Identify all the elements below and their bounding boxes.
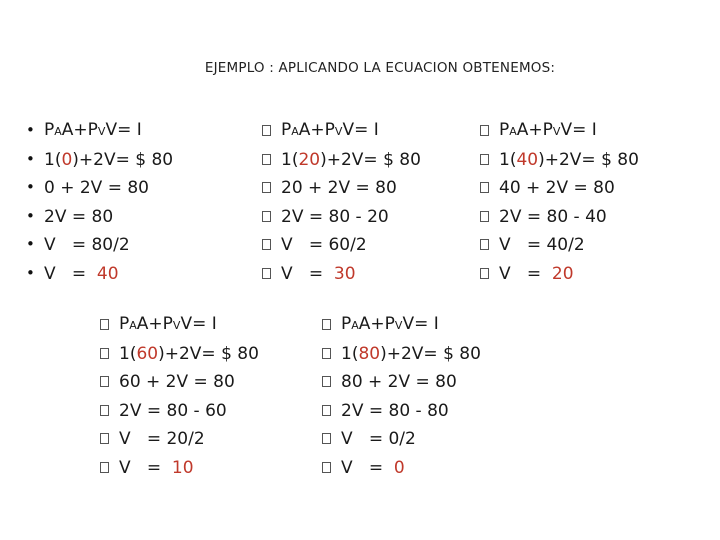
formula-subscript: V [552,125,561,138]
equation-text: 0 + 2V = 80 [44,178,149,198]
highlighted-value: 80 [358,343,381,364]
formula-part: A+P [136,314,173,334]
formula-subscript: V [394,319,403,332]
formula-subscript: A [129,319,137,332]
formula-part: P [281,120,292,140]
bullet-dot-icon: • [26,149,35,168]
equation-text: V = 40/2 [499,235,585,255]
equation-substitution [499,260,574,289]
equation-line [26,117,173,146]
equation-text: )+2V= $ 80 [538,149,639,170]
highlighted-value: 0 [61,149,73,170]
equation-formula [119,310,217,341]
equation-line [322,340,481,369]
equation-substitution [341,454,405,483]
equation-line [480,174,639,203]
equation-line [262,146,421,175]
bullet-box-icon [262,203,281,232]
formula-part: V= I [560,120,597,140]
equation-line [26,203,173,232]
equation-line [480,203,639,232]
equation-text: V = 80/2 [44,235,130,255]
equation-text: 1( [119,343,137,364]
equation-line [100,311,259,340]
formula-part: A+P [61,120,98,140]
equation-text: 80 + 2V = 80 [341,372,457,392]
equation-line [322,425,481,454]
bullet-box-icon [100,340,119,369]
bullet-box-icon [322,454,341,483]
equation-substitution [119,454,194,483]
equation-text: 1( [44,149,62,170]
formula-part: V= I [180,314,217,334]
equation-text: )+2V= $ 80 [380,343,481,364]
equation-text: 60 + 2V = 80 [119,372,235,392]
equation-line [262,231,421,260]
formula-subscript: V [97,125,106,138]
highlighted-value: 0 [393,457,405,478]
equation-line [26,174,173,203]
equation-line [100,425,259,454]
formula-subscript: V [334,125,343,138]
equation-formula [44,116,142,147]
formula-part: P [341,314,352,334]
bullet-box-icon [100,311,119,340]
bullet-box-icon [262,174,281,203]
formula-subscript: A [509,125,517,138]
equation-line [480,146,639,175]
bullet-box-icon [480,146,499,175]
equation-line [26,260,173,289]
highlighted-value: 40 [96,263,119,284]
highlighted-value: 30 [333,263,356,284]
bullet-box-icon [322,397,341,426]
bullet-box-icon [262,117,281,146]
equation-line [480,231,639,260]
equation-substitution [44,146,173,175]
formula-subscript: A [351,319,359,332]
equation-text: 1( [281,149,299,170]
formula-subscript: V [172,319,181,332]
page-title: EJEMPLO : APLICANDO LA ECUACION OBTENEMOS: [204,60,556,76]
bullet-box-icon [480,203,499,232]
equation-line [100,340,259,369]
equation-line [322,368,481,397]
equation-block-4 [100,311,259,482]
formula-part: P [44,120,55,140]
equation-text: V = [44,263,97,284]
equation-text: 2V = 80 - 20 [281,206,389,227]
bullet-box-icon [480,174,499,203]
equation-text: 2V = 80 - 80 [341,400,449,421]
equation-substitution [499,146,639,175]
equation-line [480,260,639,289]
formula-part: P [499,120,510,140]
equation-line [322,311,481,340]
equation-substitution [119,340,259,369]
bullet-dot-icon: • [26,206,35,225]
formula-part: V= I [342,120,379,140]
bullet-box-icon [322,368,341,397]
equation-line [26,231,173,260]
equation-block-2 [262,117,421,288]
equation-substitution [44,260,119,289]
equation-line [26,146,173,175]
bullet-box-icon [100,425,119,454]
formula-part: A+P [358,314,395,334]
equation-line [100,454,259,483]
bullet-dot-icon: • [26,235,35,253]
bullet-box-icon [100,397,119,426]
equation-line [480,117,639,146]
equation-text: 1( [341,343,359,364]
equation-text: )+2V= $ 80 [158,343,259,364]
bullet-box-icon [262,231,281,260]
bullet-box-icon [322,425,341,454]
equation-text: )+2V= $ 80 [320,149,421,170]
bullet-box-icon [322,311,341,340]
formula-part: A+P [298,120,335,140]
bullet-dot-icon: • [26,121,35,139]
equation-text: V = [341,457,394,478]
bullet-dot-icon: • [26,263,35,282]
highlighted-value: 40 [516,149,539,170]
bullet-box-icon [100,368,119,397]
highlighted-value: 20 [551,263,574,284]
equation-text: )+2V= $ 80 [72,149,174,170]
formula-part: V= I [105,120,142,140]
equation-text: V = [499,263,552,284]
equation-substitution [341,340,481,369]
formula-subscript: A [54,125,62,138]
bullet-box-icon [480,231,499,260]
equation-line [262,174,421,203]
equation-text: 2V = 80 [44,206,114,227]
equation-text: V = 60/2 [281,235,367,255]
bullet-dot-icon: • [26,178,35,196]
formula-part: V= I [402,314,439,334]
equation-text: V = 0/2 [341,429,416,449]
bullet-box-icon [262,146,281,175]
equation-text: 2V = 80 - 40 [499,206,607,227]
equation-text: V = [119,457,172,478]
equation-line [100,368,259,397]
bullet-box-icon [262,260,281,289]
bullet-box-icon [322,340,341,369]
formula-part: P [119,314,130,334]
equation-line [262,203,421,232]
highlighted-value: 20 [298,149,321,170]
bullet-box-icon [100,454,119,483]
equation-formula [341,310,439,341]
equation-text: 2V = 80 - 60 [119,400,227,421]
equation-line [262,117,421,146]
equation-text: V = 20/2 [119,429,205,449]
equation-text: 20 + 2V = 80 [281,178,397,198]
equation-formula [281,116,379,147]
equation-text: 40 + 2V = 80 [499,178,615,198]
equation-substitution [281,260,356,289]
equation-block-3 [480,117,639,288]
equation-block-5 [322,311,481,482]
equation-line [322,454,481,483]
equation-line [100,397,259,426]
equation-substitution [281,146,421,175]
equation-formula [499,116,597,147]
formula-subscript: A [291,125,299,138]
bullet-box-icon [480,260,499,289]
highlighted-value: 10 [171,457,194,478]
bullet-box-icon [480,117,499,146]
highlighted-value: 60 [136,343,159,364]
equation-block-1 [26,117,173,288]
equation-line [262,260,421,289]
formula-part: A+P [516,120,553,140]
equation-line [322,397,481,426]
equation-text: V = [281,263,334,284]
equation-text: 1( [499,149,517,170]
